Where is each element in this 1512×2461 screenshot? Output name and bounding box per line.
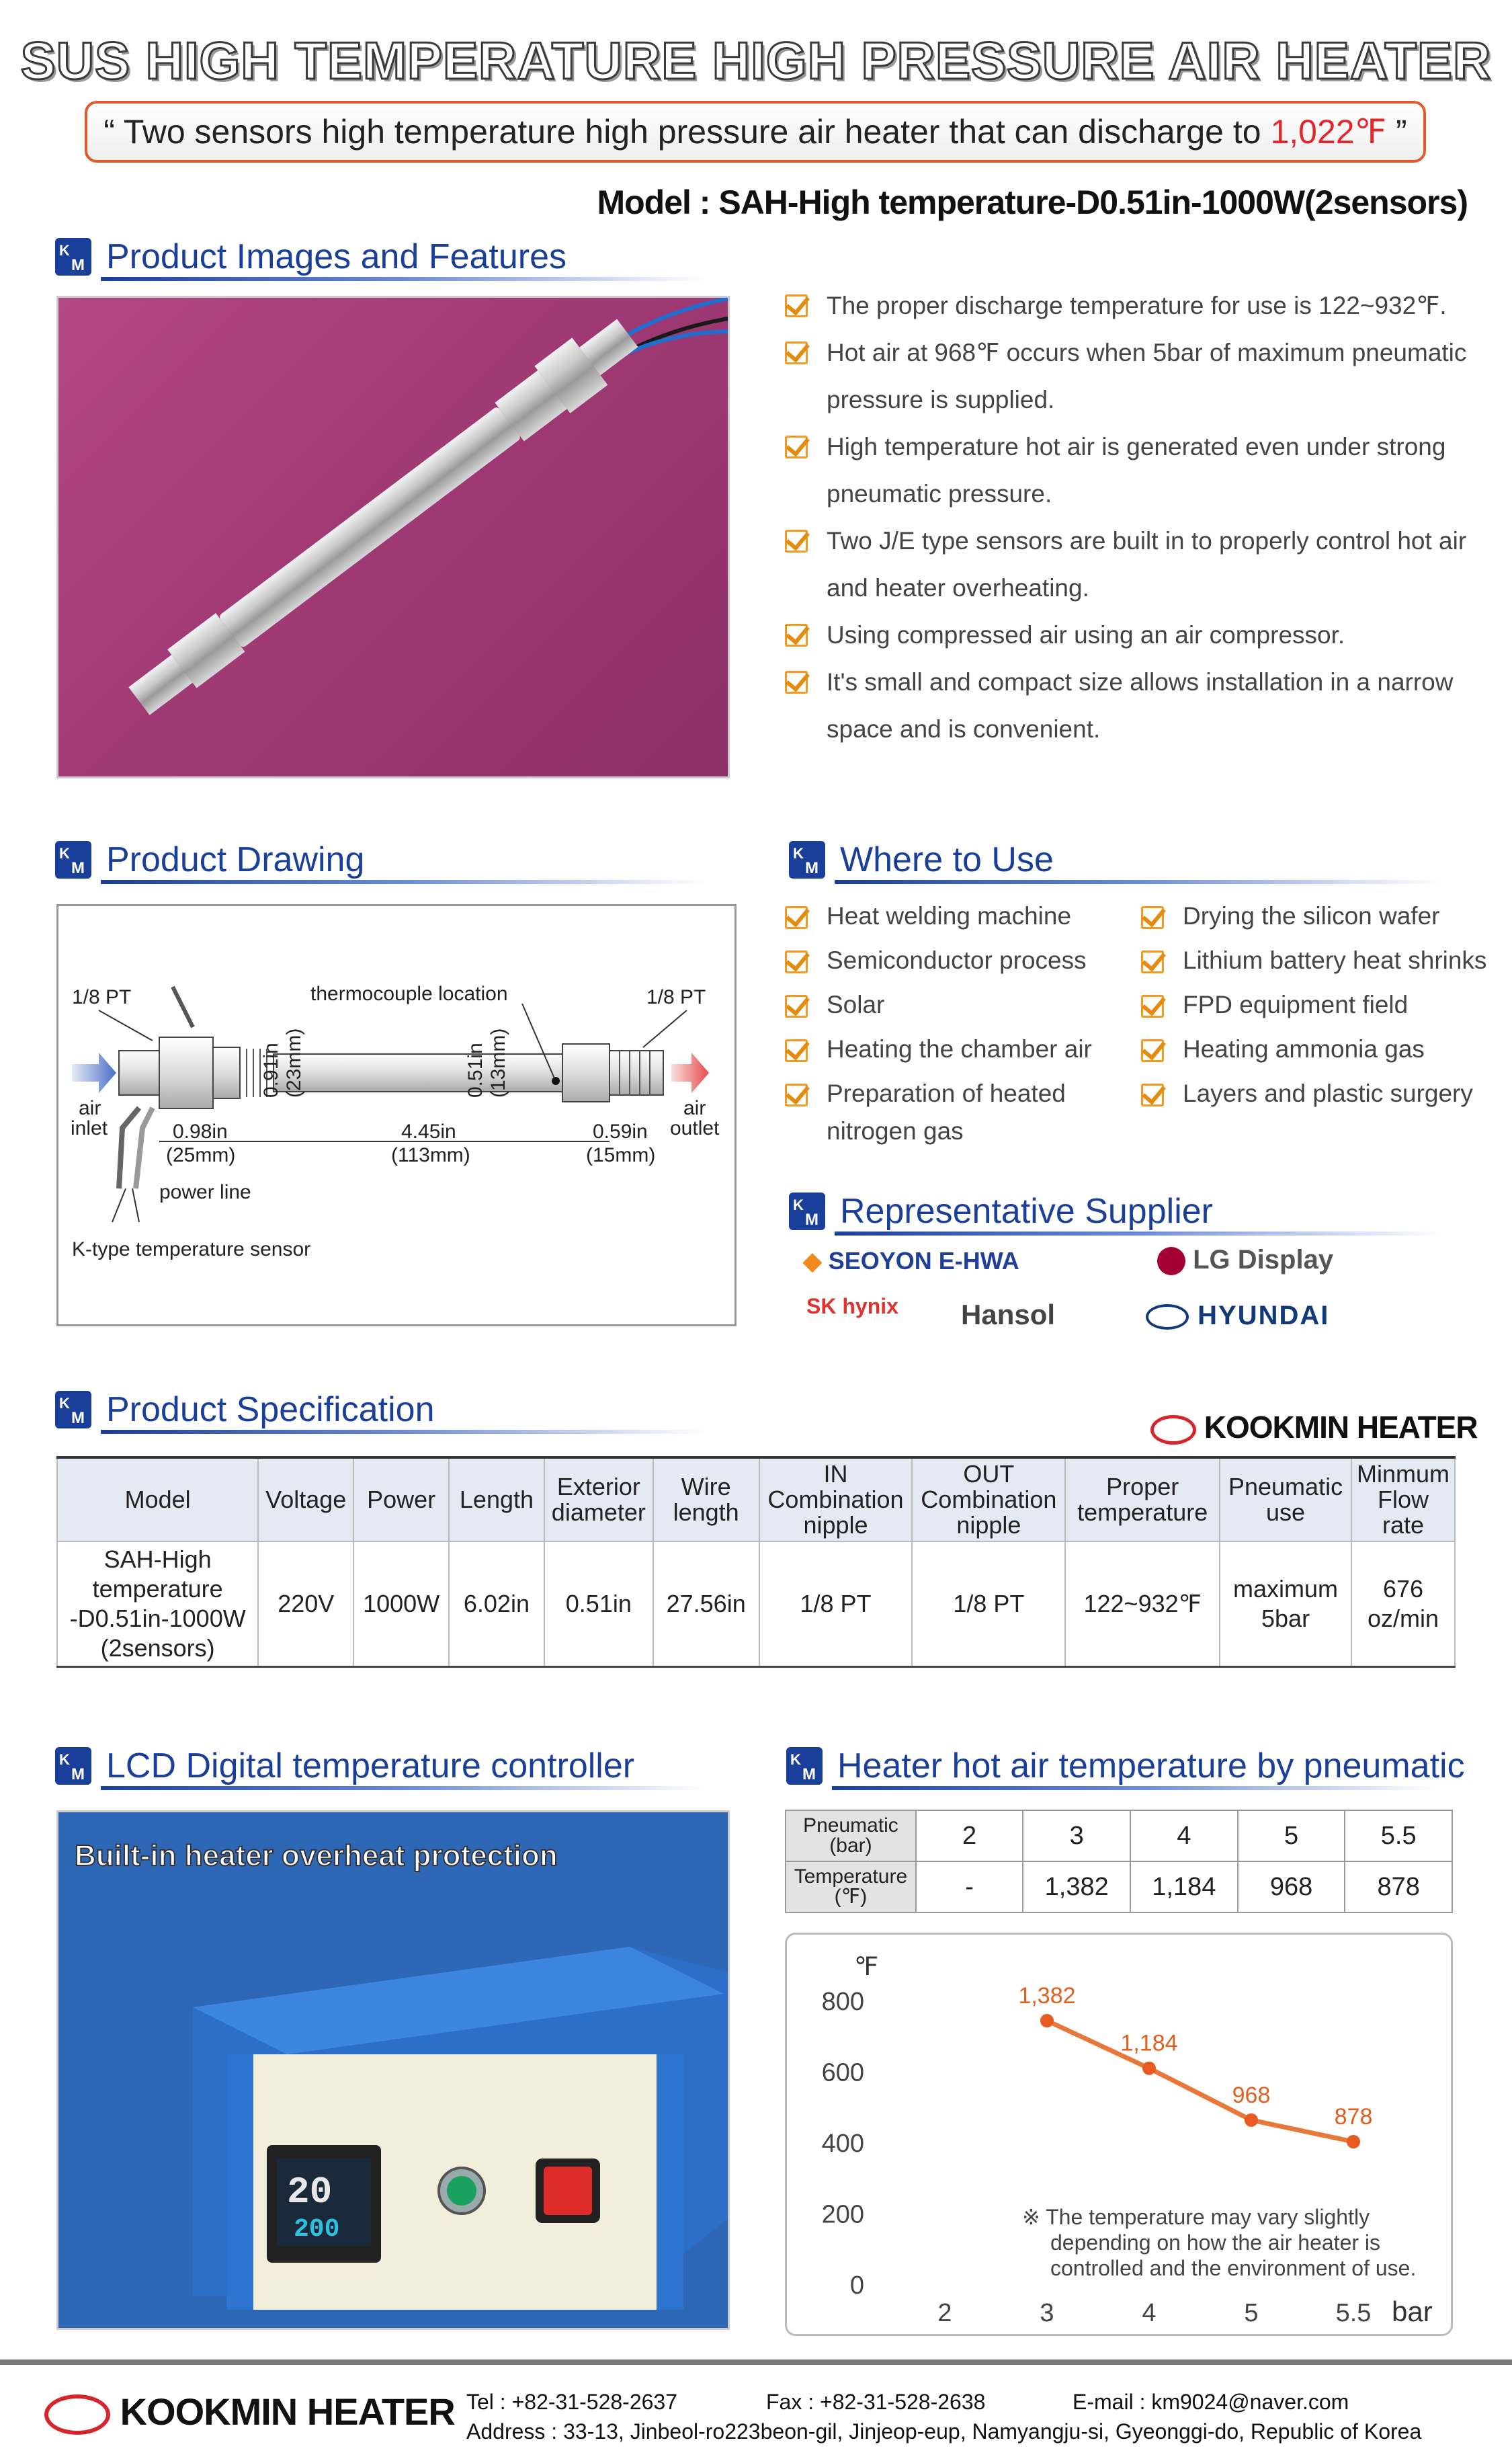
pressure-row — [786, 1810, 1452, 1861]
spec-cell: SAH-High temperature -D0.51in-1000W (2sensors) — [57, 1541, 258, 1667]
seoyon-icon: ◆ — [803, 1247, 822, 1275]
feature-item: The proper discharge temperature for use is 122~932℉. — [785, 282, 1497, 329]
pressure-cell: 2 — [916, 1810, 1023, 1861]
footer-address: Address : 33-13, Jinbeol-ro223beon-gil, Jinjeop-eup, Namyangju-si, Gyeonggi-do, Republic of Korea — [466, 2419, 1422, 2444]
section-underline — [835, 880, 1439, 884]
spec-header-row — [57, 1457, 1455, 1541]
lcd-readout-top: 20 — [287, 2171, 333, 2214]
spec-cell: 220V — [258, 1541, 353, 1667]
use-item: Heat welding machine — [785, 894, 1134, 938]
footer-fax: Fax : +82-31-528-2638 — [766, 2390, 986, 2414]
dim3-mm: (15mm) — [586, 1144, 656, 1166]
feature-item: Two J/E type sensors are built in to properly control hot air and heater overheating. — [785, 518, 1497, 612]
kookmin-logo-icon — [44, 2394, 110, 2435]
section-header-supplier — [788, 1187, 1392, 1236]
temperature-cell: 968 — [1238, 1861, 1345, 1912]
temperature-cell: 1,184 — [1130, 1861, 1238, 1912]
spec-cell: 27.56in — [653, 1541, 759, 1667]
footer-tel: Tel : +82-31-528-2637 — [466, 2390, 677, 2414]
x-tick-label: 4 — [1142, 2299, 1157, 2327]
air-outlet-label: air — [683, 1097, 706, 1119]
spec-header: OUT Combination nipple — [912, 1457, 1065, 1541]
pt-left-label: 1/8 PT — [72, 986, 132, 1008]
section-header-images — [54, 233, 659, 281]
km-logo-icon — [788, 1190, 827, 1233]
checkbox-icon — [785, 1039, 808, 1062]
km-logo-icon — [785, 1744, 824, 1787]
checkbox-icon — [785, 1084, 808, 1106]
spec-cell: 6.02in — [449, 1541, 544, 1667]
use-item: Solar — [785, 983, 1134, 1027]
svg-text:M: M — [71, 256, 85, 274]
checkbox-icon — [785, 294, 808, 317]
chart-svg — [787, 1935, 1451, 2334]
svg-text:M: M — [802, 1765, 816, 1783]
checkbox-icon — [785, 530, 808, 553]
footer-brand: KOOKMIN HEATER — [44, 2390, 455, 2435]
svg-text:K: K — [59, 1395, 70, 1412]
spec-row — [57, 1541, 1455, 1667]
air-outlet-label-2: outlet — [670, 1117, 720, 1139]
dim-v1a: 0.91in — [260, 1043, 282, 1098]
y-tick-label: 600 — [821, 2058, 864, 2087]
feature-item: Hot air at 968℉ occurs when 5bar of maximum pneumatic pressure is supplied. — [785, 329, 1497, 423]
km-logo-icon — [54, 235, 93, 278]
dim1-mm: (25mm) — [166, 1144, 236, 1166]
spec-header: Voltage — [258, 1457, 353, 1541]
y-tick-label: 0 — [849, 2271, 864, 2300]
drawing-svg — [58, 906, 734, 1324]
pressure-cell: 3 — [1023, 1810, 1130, 1861]
checkbox-icon — [785, 624, 808, 647]
section-header-lcd — [54, 1742, 726, 1790]
section-title: Heater hot air temperature by pneumatic — [837, 1746, 1465, 1785]
spec-header: Exterior diameter — [544, 1457, 653, 1541]
svg-text:M: M — [71, 1765, 85, 1783]
product-drawing — [56, 904, 737, 1326]
spec-header: Proper temperature — [1065, 1457, 1220, 1541]
pressure-cell: 5 — [1238, 1810, 1345, 1861]
svg-text:M: M — [805, 1211, 818, 1229]
temperature-cell: 878 — [1345, 1861, 1452, 1912]
supplier-logo-hyundai: HYUNDAI — [1146, 1301, 1329, 1331]
subtitle-text: “ Two sensors high temperature high pressure air heater that can discharge to — [103, 113, 1271, 151]
section-title: Where to Use — [840, 840, 1054, 879]
km-logo-icon — [54, 1388, 93, 1431]
heater-tube-image — [58, 298, 730, 778]
air-inlet-label: air — [79, 1097, 101, 1119]
section-title: Representative Supplier — [840, 1192, 1213, 1231]
x-tick-label: 3 — [1040, 2299, 1054, 2327]
section-title: Product Specification — [106, 1390, 435, 1429]
subtitle-highlight: 1,022℉ — [1270, 113, 1387, 151]
pt-right-label: 1/8 PT — [646, 986, 706, 1008]
checkbox-icon — [785, 951, 808, 973]
data-point — [1142, 2062, 1156, 2075]
use-item: Heating the chamber air — [785, 1027, 1134, 1072]
pneumatic-table — [785, 1810, 1453, 1913]
lcd-readout-bottom: 200 — [294, 2215, 340, 2244]
temperature-cell: - — [916, 1861, 1023, 1912]
spec-header: Model — [57, 1457, 258, 1541]
spec-header: Pneumatic use — [1220, 1457, 1351, 1541]
spec-cell: 1/8 PT — [912, 1541, 1065, 1667]
svg-text:K: K — [59, 242, 70, 259]
where-list-left — [785, 894, 1134, 1150]
product-photo — [56, 296, 730, 778]
svg-text:K: K — [59, 1751, 70, 1768]
spec-cell: 0.51in — [544, 1541, 653, 1667]
spec-cell: maximum 5bar — [1220, 1541, 1351, 1667]
section-underline — [101, 1786, 706, 1790]
brand-logo: KOOKMIN HEATER — [1150, 1409, 1478, 1445]
outlet-arrow — [671, 1053, 709, 1093]
lg-icon — [1157, 1247, 1185, 1275]
y-axis-unit: ℉ — [854, 1953, 879, 1981]
footer-email: E-mail : km9024@naver.com — [1073, 2390, 1349, 2414]
y-tick-label: 400 — [821, 2130, 864, 2158]
section-underline — [832, 1786, 1437, 1790]
features-list — [785, 282, 1497, 753]
km-logo-icon — [54, 1744, 93, 1787]
x-tick-label: 5.5 — [1335, 2299, 1372, 2327]
data-point — [1245, 2113, 1258, 2127]
x-tick-label: 5 — [1244, 2299, 1259, 2327]
spec-cell: 1000W — [353, 1541, 449, 1667]
checkbox-icon — [1141, 1084, 1164, 1106]
svg-text:K: K — [793, 1197, 804, 1213]
supplier-logo-hansol: Hansol — [961, 1299, 1056, 1330]
data-point — [1040, 2014, 1054, 2027]
section-header-drawing — [54, 836, 659, 884]
model-name: Model : SAH-High temperature-D0.51in-1000W(2sensors) — [597, 184, 1468, 221]
controller-box-image — [58, 1812, 730, 2330]
footer-divider — [0, 2359, 1512, 2365]
feature-item: Using compressed air using an air compressor. — [785, 612, 1497, 659]
supplier-logo-seoyon: ◆ SEOYON E-HWA — [803, 1247, 1019, 1275]
y-tick-label: 800 — [821, 1988, 864, 2016]
pressure-cell: 5.5 — [1345, 1810, 1452, 1861]
spec-cell: 122~932℉ — [1065, 1541, 1220, 1667]
use-item: Drying the silicon wafer — [1141, 894, 1504, 938]
svg-text:M: M — [805, 859, 818, 877]
power-line-label: power line — [159, 1181, 251, 1203]
x-axis-unit: bar — [1392, 2296, 1433, 2327]
dim2-mm: (113mm) — [391, 1144, 470, 1166]
supplier-logo-lg: LG Display — [1157, 1245, 1333, 1275]
spec-cell: 1/8 PT — [759, 1541, 913, 1667]
checkbox-icon — [1141, 1039, 1164, 1062]
pressure-label: Pneumatic (bar) — [786, 1810, 916, 1861]
checkbox-icon — [1141, 995, 1164, 1018]
supplier-logo-sk: SK hynix — [806, 1294, 898, 1318]
inlet-arrow — [72, 1053, 116, 1093]
use-item: Layers and plastic surgery — [1141, 1072, 1504, 1116]
dim1-in: 0.98in — [173, 1121, 228, 1143]
data-label: 1,382 — [1018, 1983, 1076, 2009]
page-title: SUS HIGH TEMPERATURE HIGH PRESSURE AIR HEATER — [20, 31, 1492, 90]
feature-item: High temperature hot air is generated even under strong pneumatic pressure. — [785, 423, 1497, 518]
hyundai-icon — [1146, 1304, 1189, 1330]
spec-cell: 676 oz/min — [1351, 1541, 1455, 1667]
pressure-cell: 4 — [1130, 1810, 1238, 1861]
section-underline — [101, 880, 706, 884]
section-header-spec — [54, 1385, 659, 1434]
use-item: Heating ammonia gas — [1141, 1027, 1504, 1072]
dim2-in: 4.45in — [401, 1121, 456, 1143]
checkbox-icon — [1141, 951, 1164, 973]
km-logo-icon — [54, 838, 93, 881]
spec-header: Length — [449, 1457, 544, 1541]
km-logo-icon — [788, 838, 827, 881]
use-item: Semiconductor process — [785, 938, 1134, 983]
temperature-cell: 1,382 — [1023, 1861, 1130, 1912]
temperature-chart — [785, 1933, 1453, 2336]
y-tick-label: 200 — [821, 2200, 864, 2229]
checkbox-icon — [1141, 906, 1164, 929]
use-item: FPD equipment field — [1141, 983, 1504, 1027]
svg-text:M: M — [71, 1409, 85, 1427]
subtitle-banner — [85, 101, 1426, 163]
use-item: Preparation of heated nitrogen gas — [785, 1072, 1134, 1150]
x-tick-label: 2 — [937, 2299, 952, 2327]
spec-header: Wire length — [653, 1457, 759, 1541]
data-label: 968 — [1232, 2082, 1271, 2108]
dim-v2b: (13mm) — [487, 1028, 509, 1098]
svg-text:K: K — [790, 1751, 801, 1768]
checkbox-icon — [785, 995, 808, 1018]
feature-item: It's small and compact size allows installation in a narrow space and is convenient. — [785, 659, 1497, 753]
checkbox-icon — [785, 436, 808, 458]
spec-header: Minmum Flow rate — [1351, 1457, 1455, 1541]
dim3-in: 0.59in — [593, 1121, 648, 1143]
section-underline — [835, 1232, 1439, 1236]
svg-text:K: K — [793, 845, 804, 862]
subtitle-end: ” — [1386, 113, 1407, 151]
section-underline — [101, 277, 706, 281]
checkbox-icon — [785, 341, 808, 364]
spec-header: IN Combination nipple — [759, 1457, 913, 1541]
section-header-pneumatic — [785, 1742, 1465, 1790]
data-point — [1347, 2135, 1360, 2148]
spec-table — [56, 1456, 1456, 1668]
chart-note-line-1: ※ The temperature may vary slightly — [1022, 2205, 1370, 2229]
temperature-row — [786, 1861, 1452, 1912]
section-header-where — [788, 836, 1392, 884]
use-item: Lithium battery heat shrinks — [1141, 938, 1504, 983]
dim-v1b: (23mm) — [283, 1028, 305, 1098]
checkbox-icon — [785, 906, 808, 929]
temperature-label: Temperature (℉) — [786, 1861, 916, 1912]
spec-header: Power — [353, 1457, 449, 1541]
data-label: 878 — [1334, 2104, 1373, 2130]
section-title: LCD Digital temperature controller — [106, 1746, 635, 1785]
svg-text:M: M — [71, 859, 85, 877]
dim-v2a: 0.51in — [464, 1043, 487, 1098]
sensor-label: K-type temperature sensor — [72, 1238, 311, 1260]
chart-note-line-3: controlled and the environment of use. — [1050, 2256, 1417, 2280]
data-label: 1,184 — [1120, 2030, 1178, 2056]
section-title: Product Images and Features — [106, 237, 567, 276]
overheat-banner: Built-in heater overheat protection — [75, 1839, 558, 1872]
checkbox-icon — [785, 671, 808, 694]
svg-text:K: K — [59, 845, 70, 862]
air-inlet-label-2: inlet — [71, 1117, 108, 1139]
kookmin-logo-icon — [1150, 1415, 1196, 1445]
chart-note-line-2: depending on how the air heater is — [1050, 2230, 1381, 2255]
thermocouple-label: thermocouple location — [310, 983, 508, 1005]
series-line — [1047, 2021, 1353, 2142]
section-title: Product Drawing — [106, 840, 365, 879]
section-underline — [101, 1430, 706, 1434]
where-list-right — [1141, 894, 1504, 1116]
controller-photo — [56, 1810, 730, 2330]
